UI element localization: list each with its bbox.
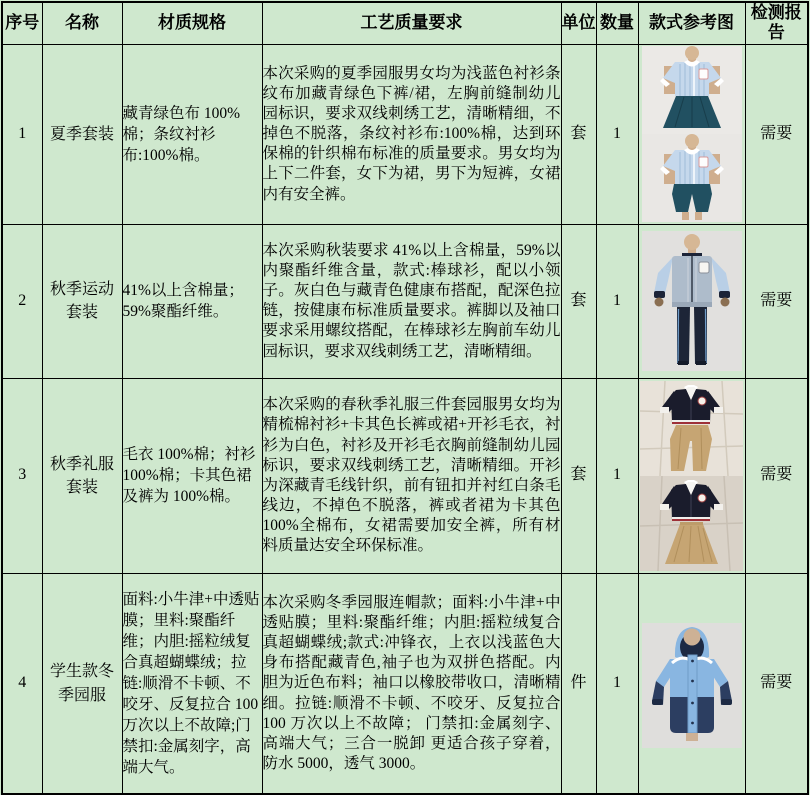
report-required: 需要 <box>745 224 808 378</box>
autumn-sport-suit-photo <box>642 231 742 371</box>
quality-requirements: 本次采购的春秋季礼服三件套园服男女均为精梳棉衬衫+卡其色长裤或裙+开衫毛衣，衬衫为白色，衬衫及开衫毛衣胸前缝制幼儿园标识，要求双线刺绣工艺，清晰精细。开衫为深藏青毛线针织，前有钮扣并衬红白条毛线边，不掉色不脱落，裤或者裙为卡其色 100%全棉布，女裙需要加安全裤，所有材料质量达安全环保标准。 <box>262 378 561 573</box>
quality-requirements: 本次采购冬季园服连帽款；面料:小牛津+中透贴膜；里料:聚酯纤维；内胆:摇粒绒复合真超蝴蝶绒;款式:冲锋衣，上衣以浅蓝色大身布搭配藏青色,袖子也为双拼色搭配。内胆为近色布料；袖口以橡胶带收口，清晰精细。拉链:顺滑不卡顿、不咬牙、反复拉合 100 万次以上不故障； 门禁扣:金属刻字、高端大气；三合一脱卸 更适合孩子穿着，防水 5000，透气 3000。 <box>262 573 561 794</box>
quantity: 1 <box>596 573 638 794</box>
report-required: 需要 <box>745 44 808 224</box>
summer-uniform-boy-photo <box>642 134 742 222</box>
unit: 套 <box>561 224 596 378</box>
header-requirements: 工艺质量要求 <box>262 2 561 44</box>
reference-photos <box>638 378 745 573</box>
winter-jacket-photo <box>642 623 742 748</box>
dress-suit-pants-photo <box>640 381 743 476</box>
quality-requirements: 本次采购的夏季园服男女均为浅蓝色衬衫条纹布加藏青绿色下裤/裙，左胸前缝制幼儿园标识，要求双线刺绣工艺，清晰精细，不掉色不脱落，条纹衬衫布:100%棉，达到环保棉的针织棉布标准的质量要求。男女均为上下二件套，女下为裙，男下为短裤，女裙内有安全裤。 <box>262 44 561 224</box>
item-name: 学生款冬季园服 <box>42 573 122 794</box>
item-name: 秋季礼服套装 <box>42 378 122 573</box>
quantity: 1 <box>596 378 638 573</box>
row-no: 4 <box>2 573 42 794</box>
report-required: 需要 <box>745 378 808 573</box>
reference-photos <box>638 573 745 794</box>
table-row <box>2 224 808 378</box>
unit: 件 <box>561 573 596 794</box>
quantity: 1 <box>596 224 638 378</box>
header-unit: 单位 <box>561 2 596 44</box>
unit: 套 <box>561 378 596 573</box>
table-header-row <box>2 2 808 44</box>
reference-photos <box>638 224 745 378</box>
material-spec: 毛衣 100%棉；衬衫 100%棉；卡其色裙及裤为 100%棉。 <box>122 378 262 573</box>
header-reference-image: 款式参考图 <box>638 2 745 44</box>
dress-suit-skirt-photo <box>640 476 743 571</box>
uniform-spec-table <box>1 1 809 795</box>
item-name: 夏季套装 <box>42 44 122 224</box>
row-no: 3 <box>2 378 42 573</box>
summer-uniform-girl-photo <box>642 46 742 134</box>
quality-requirements: 本次采购秋装要求 41%以上含棉量，59%以内聚酯纤维含量，款式:棒球衫，配以小领子。灰白色与藏青色健康布搭配，配深色拉链，按健康布标准质量要求。裤脚以及袖口要求采用螺纹搭配，在棒球衫左胸前车幼儿园标识，要求双线刺绣工艺，清晰精细。 <box>262 224 561 378</box>
header-material: 材质规格 <box>122 2 262 44</box>
material-spec: 面料:小牛津+中透贴膜；里料:聚酯纤维；内胆:摇粒绒复合真超蝴蝶绒；拉链:顺滑不卡顿、不咬牙、反复拉合 100 万次以上不故障;门禁扣:金属刻字，高端大气。 <box>122 573 262 794</box>
header-no: 序号 <box>2 2 42 44</box>
reference-photos <box>638 44 745 224</box>
unit: 套 <box>561 44 596 224</box>
table-row <box>2 378 808 573</box>
item-name: 秋季运动套装 <box>42 224 122 378</box>
table-row <box>2 44 808 224</box>
material-spec: 藏青绿色布 100%棉；条纹衬衫布:100%棉。 <box>122 44 262 224</box>
header-report: 检测报告 <box>745 2 808 44</box>
header-quantity: 数量 <box>596 2 638 44</box>
row-no: 2 <box>2 224 42 378</box>
report-required: 需要 <box>745 573 808 794</box>
header-name: 名称 <box>42 2 122 44</box>
row-no: 1 <box>2 44 42 224</box>
quantity: 1 <box>596 44 638 224</box>
table-row <box>2 573 808 794</box>
material-spec: 41%以上含棉量；59%聚酯纤维。 <box>122 224 262 378</box>
